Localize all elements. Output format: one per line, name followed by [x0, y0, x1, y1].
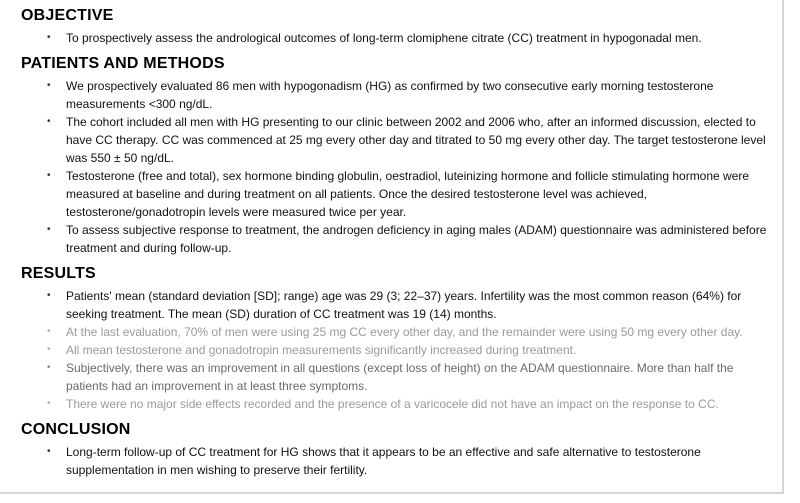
- list-item: [21, 395, 772, 413]
- bullet-icon: •: [47, 170, 51, 181]
- conclusion-section: [21, 420, 782, 479]
- objective-section: [21, 6, 782, 47]
- list-item: [21, 323, 772, 341]
- bullet-icon: •: [47, 80, 51, 91]
- results-list: [21, 287, 782, 413]
- bullet-icon: •: [47, 398, 51, 409]
- bullet-text: To prospectively assess the andrological outcomes of long-term clomiphene citrate (CC) treatment in hypogonadal men.: [66, 31, 702, 45]
- results-heading: RESULTS: [21, 265, 96, 282]
- bullet-text: Testosterone (free and total), sex hormone binding globulin, oestradiol, luteinizing hormone and follicle stimulating hormone were measured at baseline and during treatment on all patients. Once the desired testosterone level was achieved, testosterone/gonadotropin levels were measured twice per year.: [66, 169, 750, 219]
- bullet-icon: •: [47, 224, 51, 235]
- conclusion-heading: CONCLUSION: [21, 421, 131, 438]
- bullet-text: We prospectively evaluated 86 men with hypogonadism (HG) as confirmed by two consecutive early morning testosterone measurements <300 ng/dL.: [66, 79, 714, 111]
- bullet-text: There were no major side effects recorded and the presence of a varicocele did not have an impact on the response to CC.: [66, 397, 719, 411]
- list-item: [21, 77, 772, 113]
- list-item: [21, 359, 772, 395]
- bullet-icon: •: [47, 32, 51, 43]
- bullet-icon: •: [47, 362, 51, 373]
- patients-methods-section: [21, 54, 782, 257]
- list-item: [21, 167, 772, 221]
- objective-heading: OBJECTIVE: [21, 7, 114, 24]
- bullet-icon: •: [47, 290, 51, 301]
- bullet-icon: •: [47, 446, 51, 457]
- bullet-icon: •: [47, 116, 51, 127]
- bullet-text: Subjectively, there was an improvement in all questions (except loss of height) on the ADAM questionnaire. More than half the patients had an improvement in at least three symptoms.: [66, 361, 734, 393]
- list-item: [21, 443, 772, 479]
- conclusion-list: [21, 443, 782, 479]
- list-item: [21, 287, 772, 323]
- results-section: [21, 264, 782, 413]
- list-item: [21, 221, 772, 257]
- list-item: [21, 29, 772, 47]
- list-item: [21, 113, 772, 167]
- bullet-text: The cohort included all men with HG presenting to our clinic between 2002 and 2006 who, after an informed discussion, elected to have CC therapy. CC was commenced at 25 mg every other day and titrated to 50 mg every other day. The target testosterone level was 550 ± 50 ng/dL.: [66, 115, 766, 165]
- bullet-text: All mean testosterone and gonadotropin measurements significantly increased during treatment.: [66, 343, 577, 357]
- list-item: [21, 341, 772, 359]
- bullet-text: Patients' mean (standard deviation [SD]; range) age was 29 (3; 22–37) years. Infertility was the most common reason (64%) for seeking treatment. The mean (SD) duration of CC treatment was 19 (14) months.: [66, 289, 742, 321]
- bullet-text: Long-term follow-up of CC treatment for HG shows that it appears to be an effective and safe alternative to testosterone supplementation in men wishing to preserve their fertility.: [66, 445, 701, 477]
- patients-methods-list: [21, 77, 782, 257]
- bullet-text: At the last evaluation, 70% of men were using 25 mg CC every other day, and the remainder were using 50 mg every other day.: [66, 325, 743, 339]
- objective-list: [21, 29, 782, 47]
- bullet-icon: •: [47, 344, 51, 355]
- bullet-text: To assess subjective response to treatment, the androgen deficiency in aging males (ADAM) questionnaire was administered before treatment and during follow-up.: [66, 223, 767, 255]
- bullet-icon: •: [47, 326, 51, 337]
- patients-methods-heading: PATIENTS AND METHODS: [21, 55, 225, 72]
